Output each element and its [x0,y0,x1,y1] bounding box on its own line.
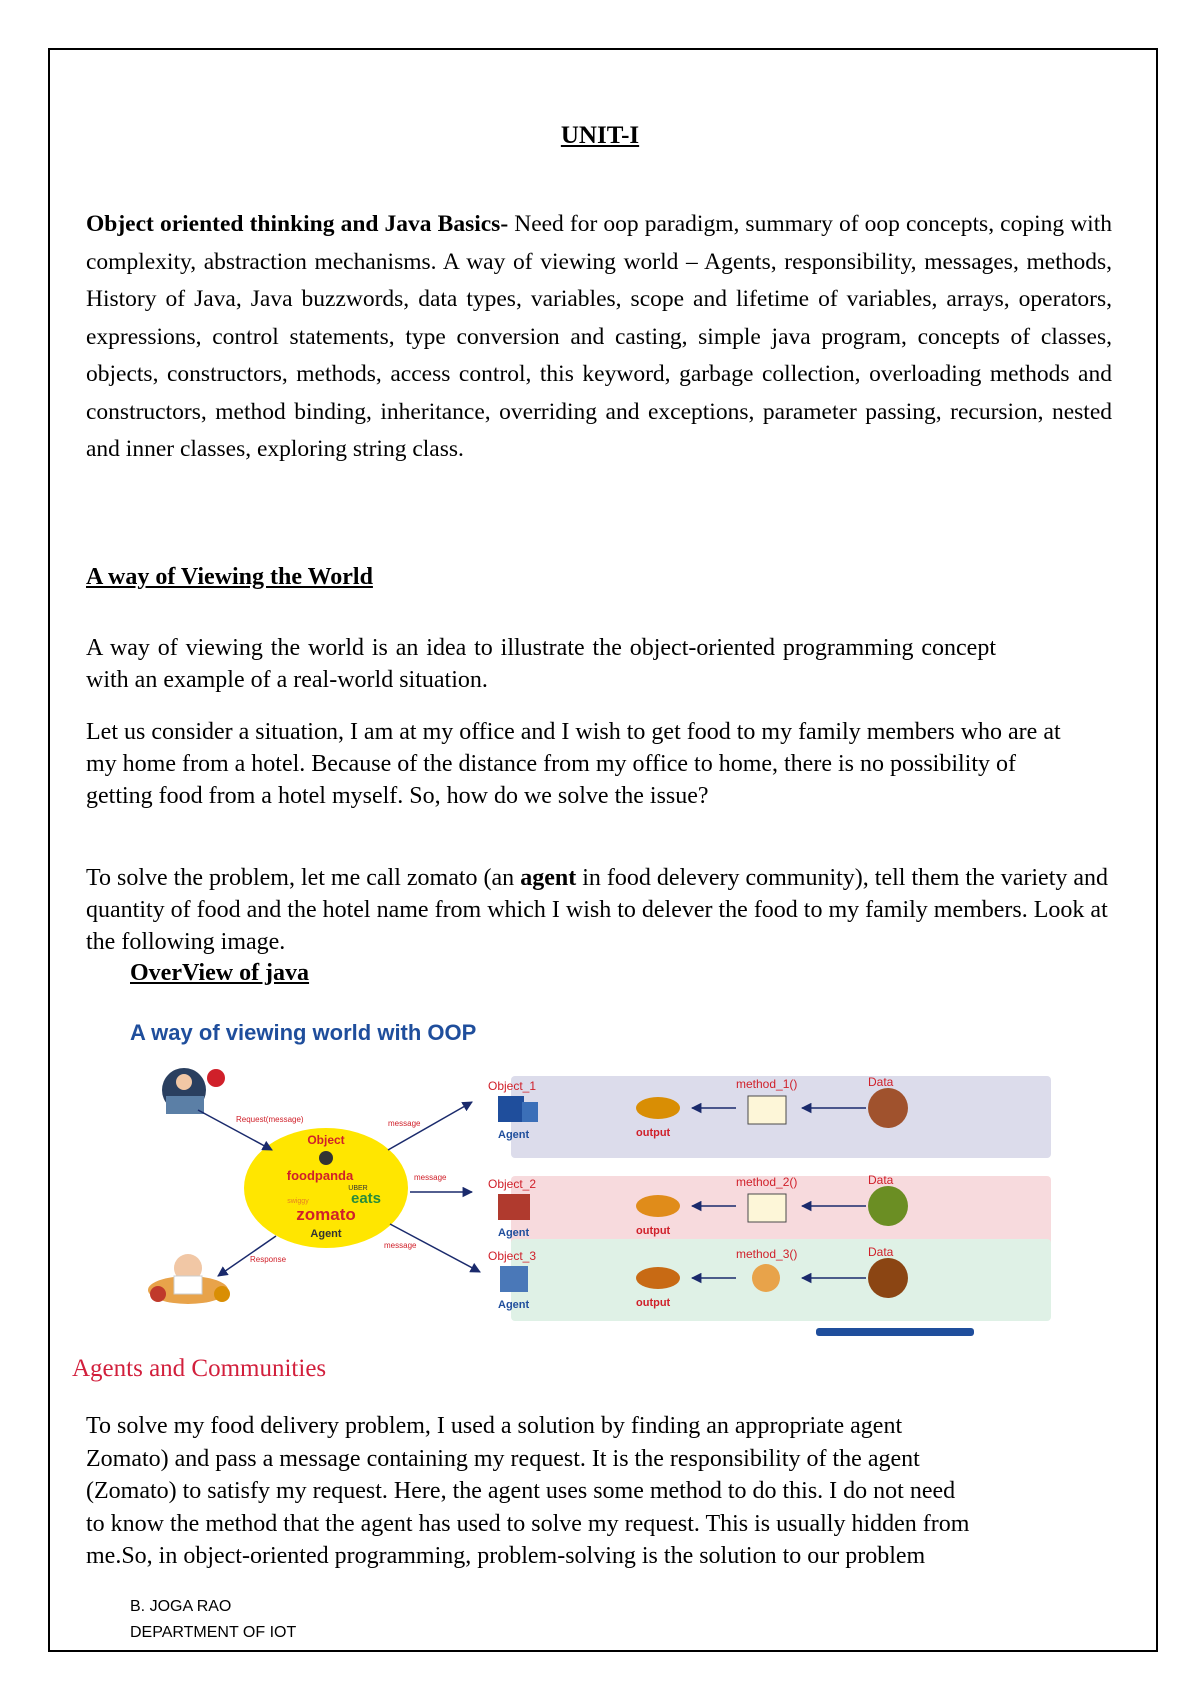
paragraph-solution-end: in food delevery community), tell them the variety and quantity of food and the hotel name from which I wish to delever the food to my family members. Look at the following image. [86,865,1109,955]
overview-heading: OverView of java [130,960,310,986]
food-bowl-icon [636,1097,680,1119]
row-2-data-label: Data [868,1173,894,1187]
footer-department: DEPARTMENT OF IOT [130,1624,297,1641]
office-user-icon [162,1068,225,1114]
response-label: Response [250,1255,287,1264]
center-agent-label: Agent [310,1228,342,1240]
brand-eats: eats [350,1190,382,1207]
row-3-method-label: method_3() [736,1247,798,1261]
syllabus-paragraph [86,206,1112,469]
row-1-output-label: output [636,1127,671,1139]
row-1-data-label: Data [868,1075,894,1089]
agents-line: Zomato) and pass a message containing my request. It is the responsibility of the agent [86,1445,920,1472]
row-1-agent-label: Agent [498,1129,530,1141]
section-heading-viewing-world: A way of Viewing the World [86,564,373,590]
paragraph-viewing-intro: A way of viewing the world is an idea to illustrate the object-oriented programming concept with an example of a real-world situation. [86,635,996,693]
row-1-object-label: Object_1 [488,1079,537,1093]
family-home-icon [148,1254,230,1304]
row-2-method-label: method_2() [736,1175,798,1189]
footer [130,1594,296,1646]
agents-line: To solve my food delivery problem, I used a solution by finding an appropriate agent [86,1413,903,1439]
ingredients-icon [868,1186,908,1226]
brand-uber: UBER [348,1185,368,1192]
paragraph-agents [86,1410,1121,1573]
paragraph-solution-start: To solve the problem, let me call zomato (an [86,865,521,891]
row-2-object-label: Object_2 [488,1177,537,1191]
row-3-data-label: Data [868,1245,894,1259]
restaurant-icon [498,1194,530,1220]
diagram-title: A way of viewing world with OOP [130,1020,477,1045]
food-plate-icon [636,1195,680,1217]
row-2-output-label: output [636,1225,671,1237]
agents-line: (Zomato) to satisfy my request. Here, the agent uses some method to do this. I do not need [86,1478,956,1504]
row-3-output-label: output [636,1297,671,1309]
brand-swiggy: swiggy [287,1198,309,1205]
syllabus-heading: Object oriented thinking and Java Basics- [86,211,509,237]
unit-title: UNIT-I [560,122,640,149]
food-pan-icon [636,1267,680,1289]
syllabus-body: Need for oop paradigm, summary of oop concepts, coping with complexity, abstraction mechanisms. A way of viewing world – Agents, responsibility, messages, methods, History of Java, Java buzzwords, data types, variables, scope and lifetime of variables, arrays, operators, expressions, control statements, type conversion and casting, simple java program, concepts of classes, objects, constructors, methods, access control, this keyword, garbage collection, overloading methods and constructors, method binding, inheritance, overriding and exceptions, parameter passing, recursion, nested and inner classes, exploring string class. [86,211,1112,462]
hotel-icon [500,1266,528,1292]
recipe-card-icon [748,1096,786,1124]
paragraph-situation: Let us consider a situation, I am at my office and I wish to get food to my family members who are at my home from a hotel. Because of the distance from my office to home, there is no possibility of getting food from a hotel myself. So, how do we solve the issue? [86,719,1061,809]
agent-term: agent [520,865,577,891]
panda-icon [319,1151,333,1165]
request-label: Request(message) [236,1115,304,1124]
paragraph-solution [86,862,1116,958]
brand-zomato: zomato [296,1205,356,1224]
chef-icon [752,1264,780,1292]
brand-foodpanda: foodpanda [286,1168,354,1183]
message-label-1: message [388,1119,421,1128]
row-3-object-label: Object_3 [488,1249,537,1263]
message-label-3: message [384,1241,417,1250]
hotel-building-icon [498,1096,524,1122]
watermark-bar [816,1328,974,1336]
footer-author: B. JOGA RAO [130,1598,232,1615]
ingredients-icon [868,1258,908,1298]
agents-line: to know the method that the agent has used to solve my request. This is usually hidden from [86,1510,970,1537]
section-heading-agents: Agents and Communities [72,1355,327,1382]
message-label-2: message [414,1173,447,1182]
oop-diagram [126,1010,1062,1340]
row-2-agent-label: Agent [498,1227,530,1239]
recipe-card-icon [748,1194,786,1222]
center-object-label: Object [307,1133,345,1147]
row-3-agent-label: Agent [498,1299,530,1311]
row-1-method-label: method_1() [736,1077,798,1091]
agents-line: me.So, in object-oriented programming, problem-solving is the solution to our problem [86,1543,926,1569]
ingredients-icon [868,1088,908,1128]
